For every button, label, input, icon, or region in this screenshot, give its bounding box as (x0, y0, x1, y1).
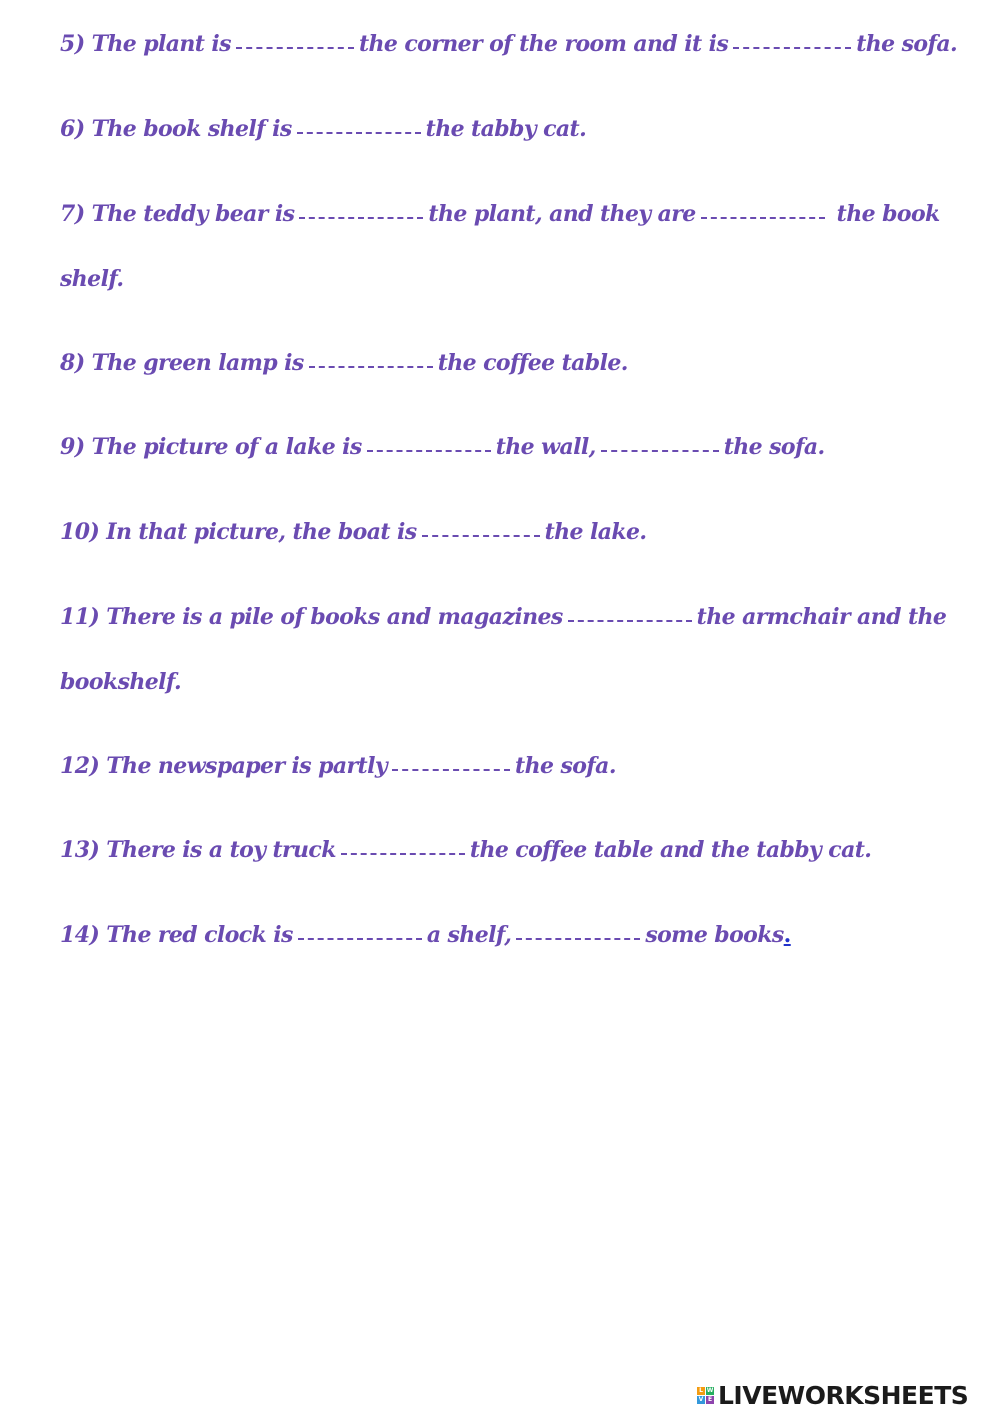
question-text: the sofa. (515, 753, 616, 779)
answer-blank[interactable] (367, 448, 491, 452)
question-text: the sofa. (723, 434, 825, 460)
answer-blank[interactable] (299, 215, 423, 219)
answer-blank[interactable] (236, 45, 354, 49)
liveworksheets-logo (697, 1378, 993, 1412)
question-text: the corner of the room and it is (358, 31, 729, 57)
question-9 (60, 432, 825, 462)
question-text: the plant, and they are (428, 201, 696, 227)
question-text: a shelf, (426, 922, 512, 948)
question-text: 14) The red clock is (60, 922, 293, 948)
answer-blank[interactable] (516, 936, 640, 940)
question-text: 13) There is a toy truck (60, 837, 336, 863)
answer-blank[interactable] (392, 767, 510, 771)
question-text: some books (645, 922, 784, 948)
answer-blank[interactable] (341, 851, 465, 855)
answer-blank[interactable] (297, 130, 421, 134)
answer-blank[interactable] (422, 533, 540, 537)
question-13 (60, 835, 871, 865)
answer-blank[interactable] (601, 448, 719, 452)
question-text: the armchair and the (696, 604, 947, 630)
logo-square: L (697, 1387, 705, 1395)
logo-text: LIVEWORKSHEETS (718, 1380, 969, 1410)
question-text: 6) The book shelf is (60, 116, 292, 142)
question-text: 7) The teddy bear is (60, 201, 295, 227)
question-text: 10) In that picture, the boat is (60, 519, 417, 545)
logo-square: E (707, 1395, 713, 1403)
logo-squares-icon (697, 1387, 714, 1404)
question-11-continued (60, 667, 181, 697)
question-10 (60, 517, 647, 547)
question-7 (60, 199, 940, 229)
answer-blank[interactable] (733, 45, 851, 49)
question-text: bookshelf. (60, 669, 182, 695)
question-6 (60, 114, 586, 144)
question-12 (60, 751, 616, 781)
question-text: 11) There is a pile of books and magazines (60, 604, 563, 630)
answer-blank[interactable] (309, 364, 433, 368)
question-text: the coffee table and the tabby cat. (469, 837, 872, 863)
answer-blank[interactable] (701, 215, 825, 219)
question-text: the wall, (495, 434, 596, 460)
question-8 (60, 348, 628, 378)
question-text: the tabby cat. (425, 116, 587, 142)
question-text: the coffee table. (437, 350, 628, 376)
answer-blank[interactable] (568, 618, 692, 622)
question-text: 9) The picture of a lake is (60, 434, 362, 460)
question-11 (60, 602, 946, 632)
question-text: the lake. (544, 519, 647, 545)
answer-blank[interactable] (298, 936, 422, 940)
question-text: 12) The newspaper is partly (60, 753, 388, 779)
underlined-period: . (783, 922, 791, 948)
logo-square: W (706, 1386, 714, 1394)
question-text: 8) The green lamp is (60, 350, 304, 376)
question-text: the sofa. (856, 31, 958, 57)
logo-square: V (698, 1395, 704, 1403)
question-14 (60, 920, 791, 950)
question-5 (60, 29, 957, 59)
question-text: the book (829, 201, 940, 227)
question-text: 5) The plant is (60, 31, 231, 57)
question-text: shelf. (60, 266, 124, 292)
question-7-continued (60, 264, 123, 294)
